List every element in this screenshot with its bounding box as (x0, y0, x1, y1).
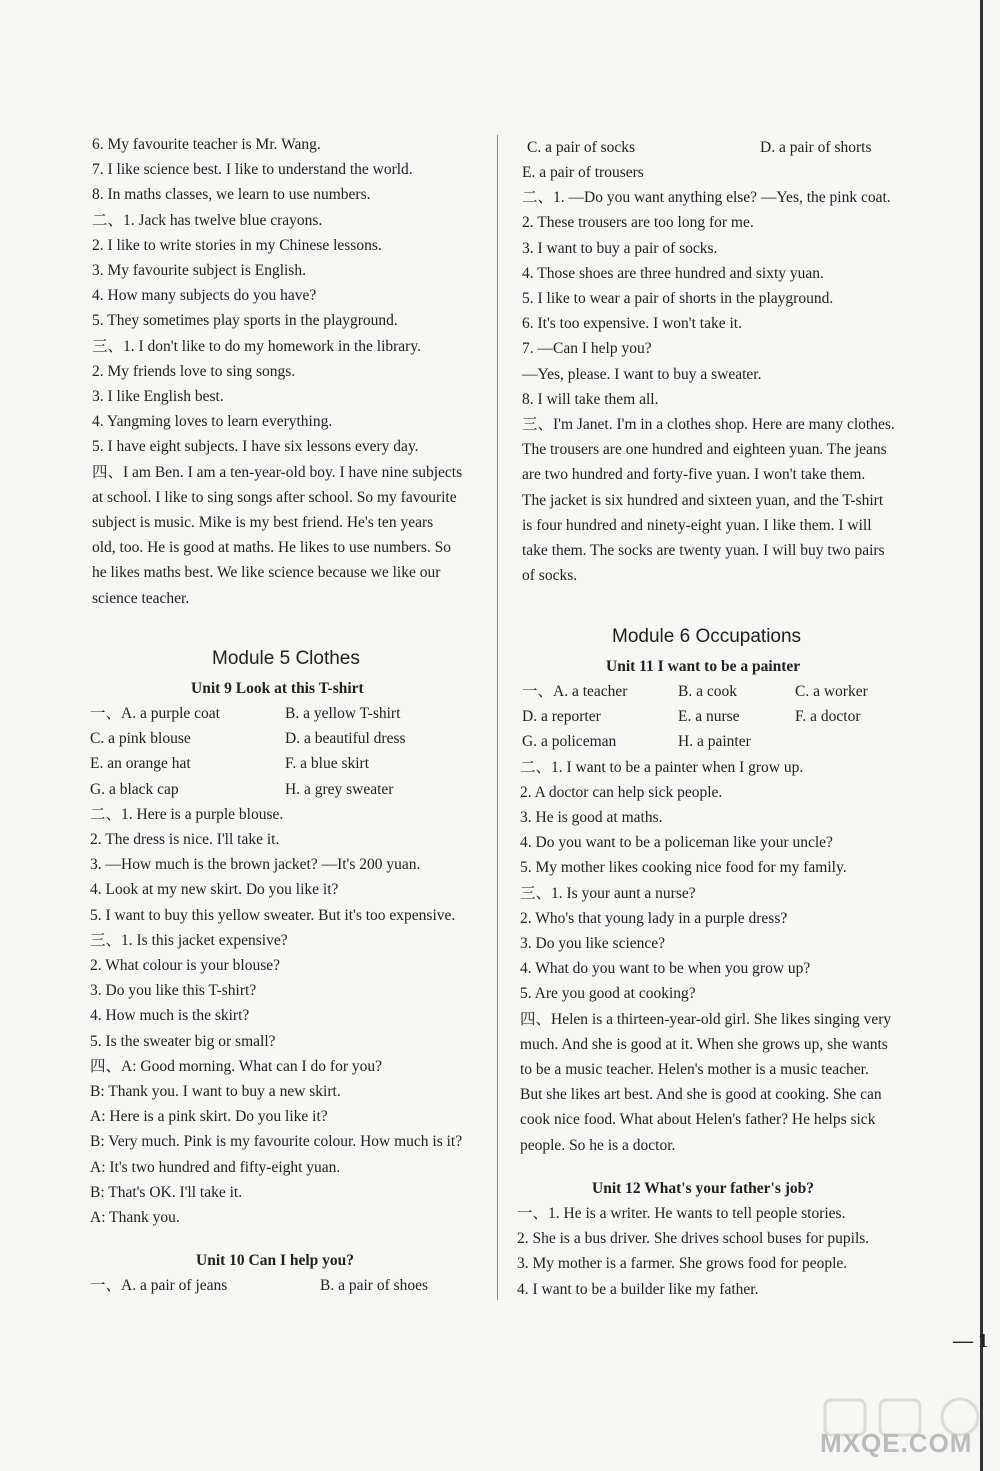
text-line: E. a pair of trousers (522, 164, 644, 181)
text-line: are two hundred and forty-five yuan. I won't take them. (522, 466, 866, 484)
text-line: 三、I'm Janet. I'm in a clothes shop. Here are many clothes. (522, 416, 895, 433)
page-number: — 1 (953, 1330, 988, 1352)
text-line: 8. In maths classes, we learn to use numbers. (92, 186, 371, 204)
text-line: 4. Do you want to be a policeman like your uncle? (520, 834, 833, 852)
text-line: is four hundred and ninety-eight yuan. I like them. I will (522, 516, 872, 534)
answer-option: E. a nurse (678, 708, 740, 726)
text-line: 二、1. Jack has twelve blue crayons. (92, 211, 323, 229)
answer-option: H. a grey sweater (285, 780, 394, 798)
text-line: 7. —Can I help you? (522, 340, 652, 358)
module-title: Module 5 Clothes (212, 648, 360, 669)
text-line: take them. The socks are twenty yuan. I will buy two pairs (522, 542, 885, 559)
text-line: 3. I like English best. (92, 388, 224, 405)
text-line: 四、A: Good morning. What can I do for you? (90, 1057, 383, 1075)
answer-option: B. a pair of shoes (320, 1277, 429, 1294)
text-line: 4. I want to be a builder like my father. (517, 1280, 759, 1298)
text-line: 3. He is good at maths. (520, 809, 663, 826)
text-line: old, too. He is good at maths. He likes to use numbers. So (92, 539, 452, 557)
text-line: B: Thank you. I want to buy a new skirt. (90, 1083, 341, 1100)
answer-option: E. an orange hat (90, 755, 191, 773)
text-line: 2. The dress is nice. I'll take it. (90, 831, 280, 848)
text-line: science teacher. (92, 589, 190, 607)
text-line: 2. What colour is your blouse? (90, 957, 280, 974)
answer-option: B. a cook (678, 683, 737, 700)
text-line: 2. I like to write stories in my Chinese lessons. (92, 236, 382, 254)
text-line: much. And she is good at it. When she grows up, she wants (520, 1035, 888, 1053)
text-line: A: Thank you. (90, 1209, 180, 1226)
text-line: 5. I like to wear a pair of shorts in the playground. (522, 290, 834, 307)
column-divider (497, 135, 498, 1300)
text-line: 3. I want to buy a pair of socks. (522, 239, 718, 257)
text-line: 2. Who's that young lady in a purple dress? (520, 909, 788, 927)
unit-title: Unit 9 Look at this T-shirt (191, 680, 364, 697)
text-line: 3. Do you like science? (520, 935, 666, 952)
module-title: Module 6 Occupations (612, 626, 802, 647)
text-line: 2. She is a bus driver. She drives school buses for pupils. (517, 1230, 870, 1248)
answer-option: G. a policeman (522, 733, 617, 751)
text-line: 5. My mother likes cooking nice food for my family. (520, 859, 847, 877)
unit-title: Unit 12 What's your father's job? (592, 1180, 815, 1197)
text-line: cook nice food. What about Helen's father? He helps sick (520, 1111, 876, 1129)
unit-title: Unit 10 Can I help you? (196, 1252, 355, 1269)
text-line: 6. It's too expensive. I won't take it. (522, 315, 742, 333)
text-line: 2. My friends love to sing songs. (92, 362, 296, 380)
text-line: A: It's two hundred and fifty-eight yuan. (90, 1158, 341, 1176)
text-line: 3. My favourite subject is English. (92, 262, 306, 279)
answer-option: C. a pair of socks (527, 139, 636, 156)
text-line: 6. My favourite teacher is Mr. Wang. (92, 136, 321, 153)
text-line: to be a music teacher. Helen's mother is a music teacher. (520, 1061, 869, 1078)
answer-option: 一、A. a pair of jeans (90, 1277, 228, 1294)
text-line: 8. I will take them all. (522, 390, 659, 408)
text-line: people. So he is a doctor. (520, 1136, 676, 1154)
text-line: But she likes art best. And she is good at cooking. She can (520, 1086, 882, 1104)
text-line: The trousers are one hundred and eighteen yuan. The jeans (522, 441, 887, 459)
text-line: 三、1. Is your aunt a nurse? (520, 884, 696, 902)
text-line: 三、1. I don't like to do my homework in the library. (92, 337, 421, 355)
text-line: 4. Look at my new skirt. Do you like it? (90, 881, 339, 899)
text-line: 3. —How much is the brown jacket? —It's 200 yuan. (90, 856, 421, 874)
answer-option: D. a reporter (522, 708, 601, 726)
text-line: 一、1. He is a writer. He wants to tell people stories. (517, 1205, 846, 1222)
answer-option: 一、A. a purple coat (90, 705, 220, 722)
text-line: 5. Is the sweater big or small? (90, 1032, 276, 1050)
text-line: 4. Those shoes are three hundred and sixty yuan. (522, 264, 824, 282)
text-line: 3. My mother is a farmer. She grows food for people. (517, 1255, 848, 1273)
text-line: 四、Helen is a thirteen-year-old girl. She likes singing very (520, 1010, 892, 1028)
text-line: 2. These trousers are too long for me. (522, 214, 754, 232)
text-line: 4. How much is the skirt? (90, 1007, 250, 1025)
answer-option: G. a black cap (90, 780, 179, 798)
text-line: 二、1. —Do you want anything else? —Yes, the pink coat. (522, 189, 891, 207)
text-line: 3. Do you like this T-shirt? (90, 982, 257, 1000)
text-line: 2. A doctor can help sick people. (520, 783, 723, 801)
text-line: 5. They sometimes play sports in the playground. (92, 312, 398, 330)
page-edge (980, 0, 983, 1471)
text-line: 二、1. Here is a purple blouse. (90, 805, 284, 823)
answer-option: F. a doctor (795, 708, 861, 726)
watermark-text: MXQE.COM (820, 1428, 973, 1458)
text-line: 5. I have eight subjects. I have six lessons every day. (92, 438, 419, 456)
text-line: he likes maths best. We like science because we like our (92, 564, 441, 582)
answer-option: F. a blue skirt (285, 755, 370, 773)
text-line: The jacket is six hundred and sixteen yuan, and the T-shirt (522, 491, 884, 509)
text-line: 四、I am Ben. I am a ten-year-old boy. I have nine subjects (92, 463, 463, 481)
text-line: of socks. (522, 567, 578, 585)
answer-option: C. a pink blouse (90, 730, 191, 748)
text-line: 4. What do you want to be when you grow up? (520, 960, 811, 978)
answer-option: D. a pair of shorts (760, 139, 872, 156)
text-line: 5. I want to buy this yellow sweater. But it's too expensive. (90, 906, 456, 924)
text-line: B: That's OK. I'll take it. (90, 1183, 243, 1201)
text-line: 4. How many subjects do you have? (92, 287, 317, 305)
answer-option: B. a yellow T-shirt (285, 705, 401, 722)
answer-option: H. a painter (678, 733, 751, 751)
text-line: 5. Are you good at cooking? (520, 985, 696, 1003)
text-line: —Yes, please. I want to buy a sweater. (522, 365, 762, 383)
answer-option: 一、A. a teacher (522, 683, 628, 700)
text-line: 4. Yangming loves to learn everything. (92, 413, 333, 431)
text-line: B: Very much. Pink is my favourite colour. How much is it? (90, 1133, 463, 1151)
text-line: 三、1. Is this jacket expensive? (90, 931, 288, 949)
text-line: 7. I like science best. I like to understand the world. (92, 161, 413, 179)
answer-option: C. a worker (795, 683, 868, 700)
text-line: at school. I like to sing songs after school. So my favourite (92, 488, 457, 506)
text-line: A: Here is a pink skirt. Do you like it? (90, 1108, 328, 1126)
text-line: 二、1. I want to be a painter when I grow up. (520, 758, 804, 776)
unit-title: Unit 11 I want to be a painter (606, 658, 801, 675)
text-line: subject is music. Mike is my best friend. He's ten years (92, 514, 434, 531)
answer-option: D. a beautiful dress (285, 730, 406, 748)
